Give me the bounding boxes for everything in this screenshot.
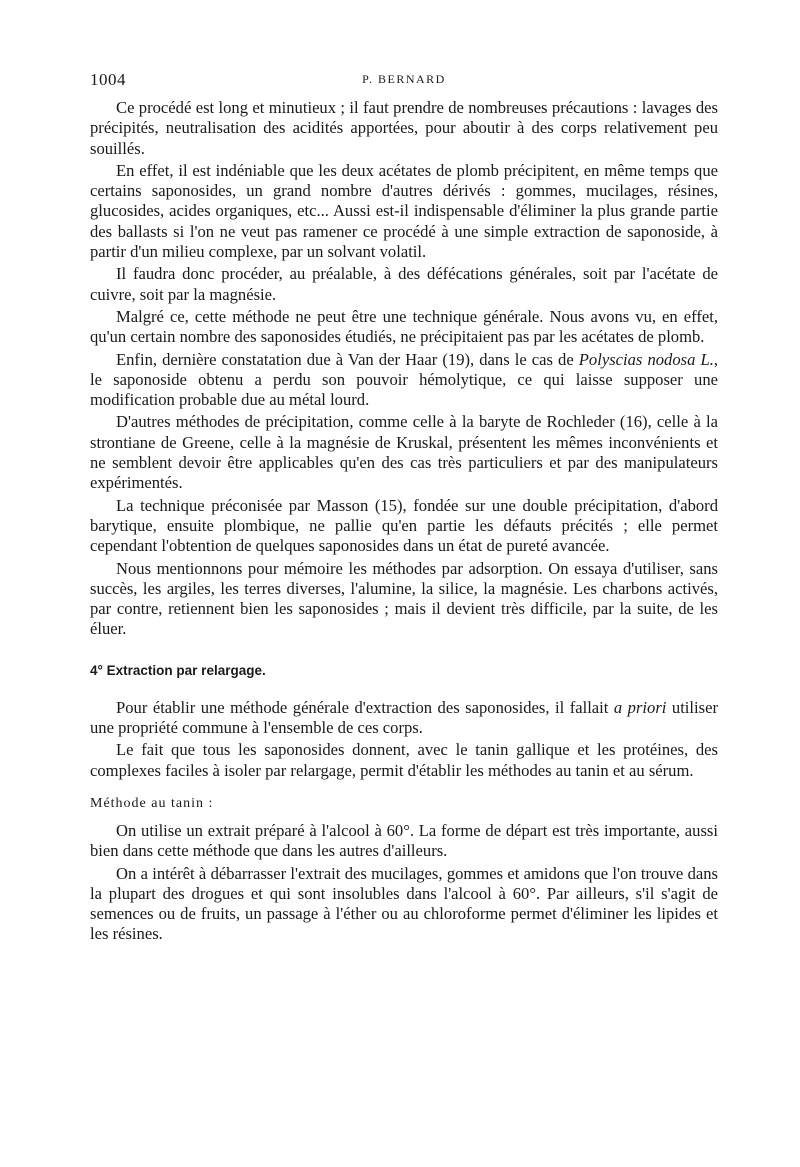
paragraph-acetates: En effet, il est indéniable que les deux acétates de plomb précipitent, en même temps que certains saponosides, un grand nombre d'autres dérivés : gommes, mucilages, résines, glucosides, acides organiques, etc... Aussi est-il indispensable d'éliminer la plus grande partie des ballasts si l'on ne veut pas ramener ce procédé à une simple extraction de saponoside, à partir d'un milieu complexe, par un solvant volatil.: [90, 160, 718, 262]
paragraph-van-der-haar: [90, 350, 718, 411]
section-heading: 4° Extraction par relargage.: [90, 662, 266, 678]
text-segment: Pour établir une méthode générale d'extraction des saponosides, il fallait: [116, 697, 614, 717]
text-segment: Enfin, dernière constatation due à Van der Haar (19), dans le cas de: [116, 349, 579, 369]
species-name: Polyscias nodosa L.: [578, 349, 714, 369]
page-number: 1004: [90, 70, 126, 89]
paragraph-autres-methodes: D'autres méthodes de précipitation, comme celle à la baryte de Rochleder (16), celle à la strontiane de Greene, celle à la magnésie de Kruskal, présentent les mêmes inconvénients et ne semblent devoir être applicables qu'en des cas très particuliers et par des manipulateurs expérimentés.: [90, 412, 718, 493]
running-head: P. BERNARD: [362, 72, 446, 86]
text-segment: utiliser une propriété commune à l'ensemble de ces corps.: [90, 697, 718, 738]
paragraph-mucilages: On a intérêt à débarrasser l'extrait des mucilages, gommes et amidons que l'on trouve dans la plupart des drogues et qui sont insolubles dans l'alcool à 60°. Par ailleurs, s'il s'agit de semences ou de fruits, un passage à l'éther ou au chloroforme permet d'éliminer les lipides et les résines.: [90, 863, 718, 944]
paragraph-methode-generale: [90, 698, 718, 739]
paragraph-technique-generale: Malgré ce, cette méthode ne peut être une technique générale. Nous avons vu, en effet, qu'un certain nombre des saponosides étudiés, ne précipitaient pas par les acétates de plomb.: [90, 306, 718, 347]
page-header: [90, 70, 718, 94]
paragraph-defecations: Il faudra donc procéder, au préalable, à des défécations générales, soit par l'acétate de cuivre, soit par la magnésie.: [90, 264, 718, 304]
paragraph-procede: Ce procédé est long et minutieux ; il faut prendre de nombreuses précautions : lavages des précipités, neutralisation des acidités apportées, pour aboutir à des corps relativement peu souillés.: [90, 98, 718, 158]
document-page: [90, 70, 718, 947]
paragraph-tanin-serum: Le fait que tous les saponosides donnent, avec le tanin gallique et les protéines, des complexes faciles à isoler par relargage, permit d'établir les méthodes au tanin et au sérum.: [90, 740, 718, 780]
paragraph-masson: La technique préconisée par Masson (15), fondée sur une double précipitation, d'abord barytique, ensuite plombique, ne pallie qu'en partie les défauts précités ; elle permet cependant l'obtention de quelques saponosides dans un état de pureté avancée.: [90, 495, 718, 556]
text-segment: , le saponoside obtenu a perdu son pouvoir hémolytique, ce qui laisse supposer une modification probable due au métal lourd.: [90, 349, 718, 410]
paragraph-extrait-alcool: On utilise un extrait préparé à l'alcool à 60°. La forme de départ est très importante, aussi bien dans cette méthode que dans les autres d'ailleurs.: [90, 820, 718, 861]
paragraph-adsorption: Nous mentionnons pour mémoire les méthodes par adsorption. On essaya d'utiliser, sans succès, les argiles, les terres diverses, l'alumine, la silice, la magnésie. Les charbons activés, par contre, retiennent bien les saponosides ; mais il devient très difficile, par la suite, de les éluer.: [90, 558, 718, 639]
italic-term: a priori: [613, 697, 667, 717]
subheading-methode-tanin: Méthode au tanin :: [90, 795, 214, 811]
